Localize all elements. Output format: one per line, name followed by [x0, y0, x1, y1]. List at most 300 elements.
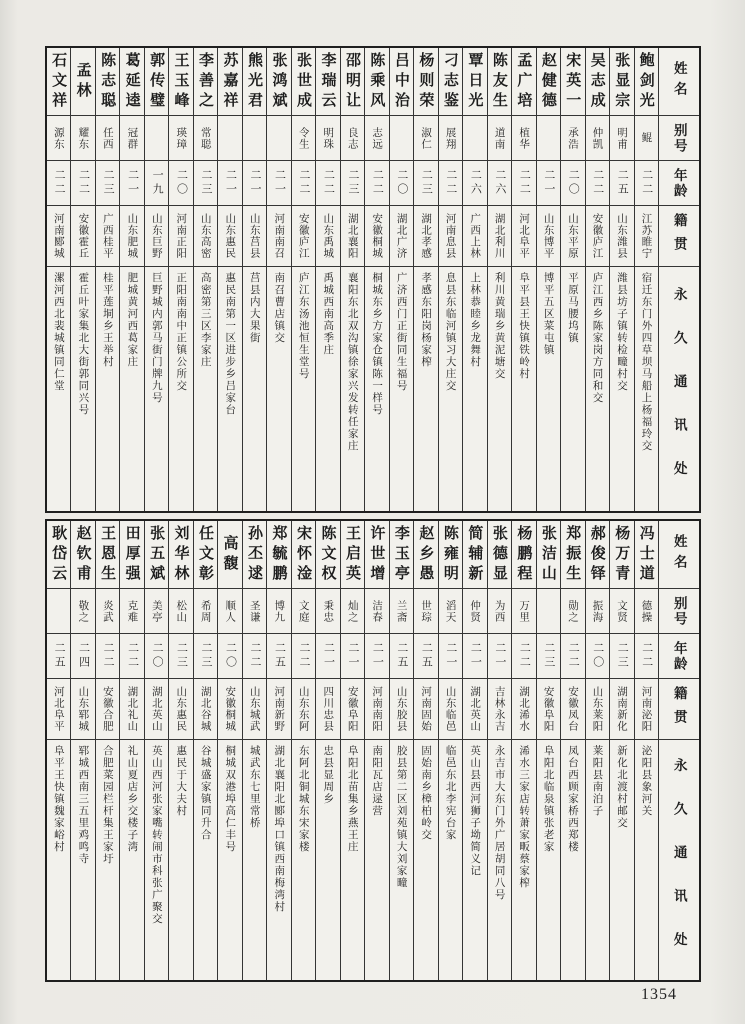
person-age-cell [267, 633, 290, 678]
person-native-place: 山东东阿 [297, 686, 310, 732]
person-age: 二二 [77, 169, 90, 197]
person-name-cell [537, 521, 560, 588]
header-address-label: 永久通讯处 [671, 758, 687, 976]
person-alias-cell [218, 588, 241, 633]
person-native-place-cell [390, 205, 413, 266]
person-age: 二〇 [395, 169, 408, 197]
person-column [315, 521, 339, 980]
person-name-cell [169, 521, 192, 588]
person-column [511, 521, 535, 980]
person-native-place: 河南南召 [273, 213, 286, 259]
person-age-cell [169, 160, 192, 205]
person-native-place: 山东莱阳 [591, 686, 604, 732]
person-address-cell [610, 266, 633, 511]
person-address-cell [47, 739, 70, 980]
person-address: 上林恭睦乡龙舞村 [469, 272, 482, 368]
header-native-place-label: 籍贯 [671, 212, 687, 260]
person-alias-cell [341, 115, 364, 160]
person-address-cell [341, 266, 364, 511]
person-native-place-cell [488, 678, 511, 739]
person-native-place-cell [610, 205, 633, 266]
person-address: 永吉市大东门外广居胡同八号 [493, 745, 506, 901]
person-name-cell [414, 48, 437, 115]
person-alias-cell [316, 115, 339, 160]
person-age-cell [439, 160, 462, 205]
person-native-place: 湖北英山 [150, 686, 163, 732]
person-alias-cell [439, 588, 462, 633]
person-native-place-cell [120, 678, 143, 739]
person-address-cell [414, 739, 437, 980]
person-alias: 世琮 [420, 599, 433, 623]
person-age: 二二 [102, 642, 115, 670]
person-name: 赵乡愚 [417, 524, 435, 585]
person-alias-cell [243, 588, 266, 633]
person-name: 杨鹏程 [515, 524, 533, 585]
person-column [144, 521, 168, 980]
person-alias: 仲贤 [469, 599, 482, 623]
person-column [47, 521, 70, 980]
person-age-cell [488, 633, 511, 678]
person-name: 田厚强 [123, 524, 141, 585]
person-name-cell [488, 48, 511, 115]
person-address: 莱阳县南泊子 [591, 745, 604, 817]
person-age-cell [316, 160, 339, 205]
person-alias-cell [96, 588, 119, 633]
person-alias: 鲲 [640, 132, 653, 144]
person-name-cell [243, 48, 266, 115]
person-address: 礼山夏店乡交楼子湾 [126, 745, 139, 853]
person-native-place-cell [537, 678, 560, 739]
person-column [585, 521, 609, 980]
person-name-cell [218, 48, 241, 115]
person-address: 阜阳北临泉镇张老家 [542, 745, 555, 853]
person-native-place-cell [267, 678, 290, 739]
person-address: 利川黄瑞乡黄泥塘交 [493, 272, 506, 380]
person-address: 惠民于大夫村 [175, 745, 188, 817]
person-age-cell [414, 160, 437, 205]
person-age: 二三 [616, 642, 629, 670]
person-age: 二六 [469, 169, 482, 197]
person-column [193, 48, 217, 511]
person-address: 阜阳北苗集乡燕王庄 [346, 745, 359, 853]
person-alias-cell [365, 588, 388, 633]
person-age: 二四 [77, 642, 90, 670]
person-name: 任文彰 [197, 524, 215, 585]
person-name: 鲍剑光 [637, 51, 655, 112]
person-alias: 文贤 [616, 599, 629, 623]
person-column [119, 521, 143, 980]
person-column [95, 521, 119, 980]
person-name: 郑毓鹏 [270, 524, 288, 585]
person-native-place: 河南郾城 [52, 213, 65, 259]
person-age-cell [145, 633, 168, 678]
person-native-place: 河北阜平 [518, 213, 531, 259]
person-native-place: 河北阜平 [52, 686, 65, 732]
person-alias-cell [71, 588, 94, 633]
person-address: 禹城西南高季庄 [322, 272, 335, 356]
header-age-cell [659, 160, 699, 205]
person-address-cell [145, 739, 168, 980]
person-native-place-cell [341, 205, 364, 266]
person-name-cell [267, 48, 290, 115]
person-native-place-cell [365, 205, 388, 266]
header-address-cell [659, 739, 699, 980]
person-address-cell [120, 266, 143, 511]
person-address-cell [341, 739, 364, 980]
person-age: 二二 [322, 169, 335, 197]
person-address-cell [243, 739, 266, 980]
person-address: 新化北渡村邮交 [616, 745, 629, 829]
person-name: 耿岱云 [50, 524, 68, 585]
person-alias-cell [169, 588, 192, 633]
person-name-cell [47, 521, 70, 588]
person-age: 二一 [273, 169, 286, 197]
person-alias: 兰斋 [395, 599, 408, 623]
person-native-place: 河南息县 [444, 213, 457, 259]
person-address-cell [96, 266, 119, 511]
person-alias: 道南 [493, 126, 506, 150]
person-age: 二〇 [224, 642, 237, 670]
person-age-cell [390, 633, 413, 678]
person-native-place: 河南南阳 [371, 686, 384, 732]
person-address-cell [635, 739, 658, 980]
person-address: 郓城西南三五里鸡鸣寺 [77, 745, 90, 865]
person-name-cell [537, 48, 560, 115]
person-native-place-cell [512, 205, 535, 266]
person-name: 张洁山 [539, 524, 557, 585]
person-age: 二二 [53, 169, 66, 197]
person-column [438, 48, 462, 511]
person-name: 陈友生 [490, 51, 508, 112]
person-native-place-cell [635, 678, 658, 739]
person-native-place-cell [243, 678, 266, 739]
person-native-place-cell [145, 678, 168, 739]
person-address: 英山西河张家嘴转闹市科张广聚交 [150, 745, 163, 925]
person-name-cell [561, 48, 584, 115]
header-name-label: 姓名 [671, 534, 687, 575]
person-alias: 为西 [493, 599, 506, 623]
person-age-cell [218, 160, 241, 205]
person-alias-cell [463, 115, 486, 160]
person-column [47, 48, 70, 511]
person-name-cell [390, 48, 413, 115]
person-age-cell [390, 160, 413, 205]
person-age-cell [463, 160, 486, 205]
person-column [585, 48, 609, 511]
person-age-cell [71, 633, 94, 678]
person-alias-cell [120, 588, 143, 633]
person-address: 惠民南第一区进步乡吕家台 [224, 272, 237, 416]
person-age: 二三 [200, 642, 213, 670]
person-native-place: 安徽合肥 [101, 686, 114, 732]
person-age-cell [120, 160, 143, 205]
person-address-cell [292, 266, 315, 511]
header-address-cell [659, 266, 699, 511]
person-name: 吴志成 [588, 51, 606, 112]
person-name: 孙丕逑 [246, 524, 263, 585]
person-column [340, 48, 364, 511]
person-alias-cell [341, 588, 364, 633]
person-alias: 淑仁 [420, 126, 433, 150]
person-alias: 明甫 [616, 126, 629, 150]
person-address: 平原马腰坞镇 [567, 272, 580, 344]
person-age-cell [169, 633, 192, 678]
person-address-cell [96, 739, 119, 980]
person-native-place: 河南泌阳 [640, 686, 653, 732]
person-native-place: 安徽阜阳 [542, 686, 555, 732]
person-name: 石文祥 [50, 51, 68, 112]
person-address-cell [439, 266, 462, 511]
person-age: 二五 [616, 169, 629, 197]
person-name-cell [316, 48, 339, 115]
person-native-place: 广西桂平 [101, 213, 114, 259]
person-column [70, 48, 94, 511]
person-column [413, 521, 437, 980]
person-alias: 源东 [52, 126, 65, 150]
person-native-place: 河南正阳 [175, 213, 188, 259]
person-age: 二〇 [175, 169, 188, 197]
person-age: 二三 [102, 169, 115, 197]
person-address: 谷城盛家镇同升合 [199, 745, 212, 841]
person-address: 桐城东乡方家仓镇陈一样号 [371, 272, 384, 416]
person-age: 二一 [444, 642, 457, 670]
person-age-cell [120, 633, 143, 678]
person-name-cell [120, 521, 143, 588]
person-native-place-cell [145, 205, 168, 266]
person-alias-cell [414, 115, 437, 160]
person-age-cell [145, 160, 168, 205]
person-alias-cell [365, 115, 388, 160]
person-age-cell [586, 160, 609, 205]
person-name: 陈雍明 [441, 524, 459, 585]
person-age: 二一 [249, 169, 261, 197]
person-name-cell [463, 521, 486, 588]
person-name: 张世成 [294, 51, 312, 112]
person-column [634, 48, 658, 511]
person-native-place-cell [463, 678, 486, 739]
person-address-cell [194, 266, 217, 511]
person-age-cell [512, 160, 535, 205]
person-native-place-cell [586, 678, 609, 739]
header-age-cell [659, 633, 699, 678]
person-name: 李善之 [197, 51, 215, 112]
person-alias: 顺人 [224, 599, 237, 623]
person-column [389, 48, 413, 511]
person-age: 二二 [444, 169, 457, 197]
person-native-place: 湖北英山 [469, 686, 482, 732]
person-alias-cell [586, 115, 609, 160]
person-address: 阜平县王快镇铁岭村 [518, 272, 531, 380]
person-name-cell [292, 48, 315, 115]
person-name-cell [316, 521, 339, 588]
person-native-place: 安徽桐城 [371, 213, 384, 259]
person-column [634, 521, 658, 980]
person-alias: 灿之 [346, 599, 359, 623]
person-alias: 美亭 [150, 599, 163, 623]
person-age-cell [463, 633, 486, 678]
person-alias-cell [47, 588, 70, 633]
header-native-place-label: 籍贯 [671, 685, 687, 733]
person-age-cell [316, 633, 339, 678]
person-age: 二二 [518, 642, 531, 670]
person-alias-cell [292, 588, 315, 633]
person-name-cell [512, 48, 535, 115]
person-name: 王玉峰 [172, 51, 190, 112]
person-name-cell [610, 521, 633, 588]
person-address: 凤台西顾家桥西郑楼 [567, 745, 580, 853]
person-alias: 圣谦 [248, 599, 261, 623]
person-column [193, 521, 217, 980]
person-native-place: 安徽桐城 [224, 686, 237, 732]
person-name: 王启英 [343, 524, 361, 585]
person-name-cell [635, 521, 658, 588]
person-alias-cell [145, 588, 168, 633]
person-name-cell [439, 48, 462, 115]
person-age-cell [96, 633, 119, 678]
person-column [242, 48, 266, 511]
person-native-place-cell [267, 205, 290, 266]
person-age: 二二 [126, 642, 139, 670]
person-address-cell [463, 739, 486, 980]
person-alias: 文庭 [297, 599, 310, 623]
person-native-place: 湖北孝感 [420, 213, 433, 259]
person-alias: 万里 [518, 599, 531, 623]
person-native-place-cell [610, 678, 633, 739]
person-name: 陈乘风 [368, 51, 386, 112]
person-name-cell [96, 48, 119, 115]
person-address: 英山县西河狮子坳简义记 [469, 745, 482, 877]
person-age-cell [414, 633, 437, 678]
person-native-place-cell [96, 678, 119, 739]
person-column [609, 521, 633, 980]
person-address: 南阳瓦店逯营 [371, 745, 384, 817]
person-name-cell [169, 48, 192, 115]
person-address-cell [194, 739, 217, 980]
person-native-place: 山东莒县 [248, 213, 261, 259]
person-name-cell [145, 521, 168, 588]
person-age: 二一 [126, 169, 139, 197]
person-native-place-cell [561, 205, 584, 266]
person-alias-cell [610, 588, 633, 633]
person-age: 二六 [493, 169, 506, 197]
person-column [462, 521, 486, 980]
person-age-cell [635, 160, 658, 205]
header-name-cell [659, 521, 699, 588]
person-address: 庐江东汤池恒生堂号 [297, 272, 310, 380]
person-address-cell [218, 266, 241, 511]
person-address-cell [218, 739, 241, 980]
person-alias: 滔天 [444, 599, 457, 623]
person-column [291, 521, 315, 980]
person-name: 陈志聪 [99, 51, 117, 112]
person-age: 一九 [151, 169, 164, 197]
person-age-cell [561, 633, 584, 678]
person-alias: 博九 [273, 599, 286, 623]
person-address-cell [512, 739, 535, 980]
header-alias-cell [659, 115, 699, 160]
person-name: 杨则荣 [417, 51, 435, 112]
person-alias-cell [47, 115, 70, 160]
person-alias-cell [463, 588, 486, 633]
person-name: 李瑞云 [319, 51, 337, 112]
person-age: 二五 [273, 642, 286, 670]
person-column [144, 48, 168, 511]
person-address: 固始南乡樟柏岭交 [420, 745, 433, 841]
person-alias-cell [390, 588, 413, 633]
person-native-place: 山东巨野 [150, 213, 163, 259]
person-alias: 耀东 [77, 126, 90, 150]
person-alias: 明珠 [322, 126, 335, 150]
person-age-cell [292, 633, 315, 678]
person-address-cell [586, 266, 609, 511]
person-alias-cell [512, 115, 535, 160]
person-alias-cell [561, 588, 584, 633]
person-address-cell [169, 739, 192, 980]
person-native-place-cell [414, 205, 437, 266]
person-native-place: 湖北利川 [493, 213, 506, 259]
registry-table-top [45, 46, 701, 513]
person-age-cell [586, 633, 609, 678]
person-native-place-cell [439, 678, 462, 739]
person-native-place: 湖北谷城 [199, 686, 212, 732]
person-name: 简辅新 [466, 524, 484, 585]
person-address-cell [561, 266, 584, 511]
person-native-place-cell [488, 205, 511, 266]
person-name-cell [194, 521, 217, 588]
person-name-cell [120, 48, 143, 115]
person-alias: 松山 [175, 599, 188, 623]
person-alias-cell [390, 115, 413, 160]
person-address-cell [512, 266, 535, 511]
person-name: 吕中治 [392, 51, 410, 112]
person-address-cell [390, 266, 413, 511]
person-name: 赵钦甫 [74, 524, 92, 585]
person-alias: 敬之 [77, 599, 90, 623]
person-alias: 仲凯 [591, 126, 604, 150]
person-native-place: 山东胶县 [395, 686, 408, 732]
person-name-cell [145, 48, 168, 115]
person-age-cell [292, 160, 315, 205]
person-column [609, 48, 633, 511]
person-native-place-cell [316, 678, 339, 739]
header-alias-label: 别号 [671, 595, 687, 627]
person-address-cell [292, 739, 315, 980]
person-alias: 展翔 [444, 126, 457, 150]
person-native-place-cell [218, 205, 241, 266]
person-address-cell [488, 739, 511, 980]
person-native-place-cell [512, 678, 535, 739]
person-native-place: 山东肥城 [126, 213, 139, 259]
person-native-place: 湖北广济 [395, 213, 408, 259]
person-name: 刘华林 [172, 524, 190, 585]
person-native-place: 山东城武 [248, 686, 261, 732]
person-age: 二五 [395, 642, 408, 670]
person-address: 宿迁东门外四草坝马船上杨福玲交 [640, 272, 653, 452]
person-name: 郝俊铎 [588, 524, 606, 585]
person-native-place: 安徽阜阳 [346, 686, 359, 732]
header-alias-cell [659, 588, 699, 633]
person-column [315, 48, 339, 511]
person-address-cell [390, 739, 413, 980]
person-name: 王恩生 [99, 524, 117, 585]
person-native-place: 湖北浠水 [518, 686, 531, 732]
person-address: 莒县内大果街 [248, 272, 261, 344]
person-name: 邵明让 [343, 51, 361, 112]
header-native-place-cell [659, 205, 699, 266]
person-alias: 志远 [371, 126, 384, 150]
person-name: 张鸿斌 [270, 51, 288, 112]
person-address: 浠水三家店转萧家畈蔡家榨 [518, 745, 531, 889]
